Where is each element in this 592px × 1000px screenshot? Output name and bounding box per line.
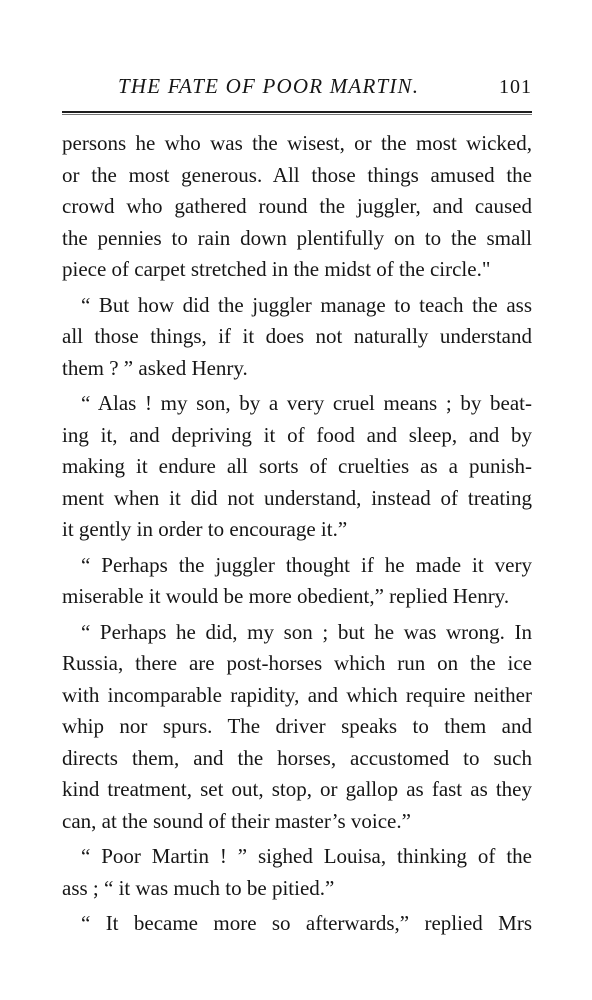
text-line: “ But how did the juggler manage to teach the ass — [81, 292, 532, 317]
text-line: with incomparable rapidity, and which require neither — [62, 682, 532, 707]
text-line: ing it, and depriving it of food and sleep, and by — [62, 422, 532, 447]
page-number: 101 — [499, 76, 532, 98]
text-line: “ It became more so afterwards,” replied Mrs — [81, 911, 532, 935]
text-line: directs them, and the horses, accustomed to such — [62, 745, 532, 770]
text-line: or the most generous. All those things amused the — [62, 162, 532, 187]
text-line: making it endure all sorts of cruelties as a punish- — [62, 454, 532, 478]
text-line: Russia, there are post-horses which run on the ice — [62, 651, 532, 675]
text-line: ment when it did not understand, instead of treating — [62, 485, 532, 510]
text-line: them ? ” asked Henry. — [62, 355, 248, 380]
text-line: can, at the sound of their master’s voice.” — [62, 808, 411, 833]
text-line: all those things, if it does not naturally understand — [62, 324, 532, 348]
header-rule — [62, 111, 532, 113]
text-line: “ Perhaps he did, my son ; but he was wrong. In — [81, 619, 532, 644]
text-line: persons he who was the wisest, or the most wicked, — [62, 131, 532, 155]
page-header — [62, 74, 532, 104]
text-line: “ Alas ! my son, by a very cruel means ; by beat- — [81, 391, 532, 415]
text-line: crowd who gathered round the juggler, and caused — [62, 194, 532, 218]
text-line: kind treatment, set out, stop, or gallop as fast as they — [62, 777, 532, 801]
text-line: the pennies to rain down plentifully on to the small — [62, 225, 532, 250]
text-line: piece of carpet stretched in the midst of the circle." — [62, 257, 491, 281]
text-line: it gently in order to encourage it.” — [62, 517, 348, 541]
text-line: ass ; “ it was much to be pitied.” — [62, 875, 335, 900]
text-line: “ Poor Martin ! ” sighed Louisa, thinking of the — [81, 844, 532, 868]
text-line: “ Perhaps the juggler thought if he made it very — [81, 552, 532, 577]
running-title: THE FATE OF POOR MARTIN. — [118, 74, 420, 98]
text-line: miserable it would be more obedient,” replied Henry. — [62, 584, 510, 608]
body-text — [62, 128, 532, 940]
text-line: whip nor spurs. The driver speaks to them and — [62, 714, 532, 738]
